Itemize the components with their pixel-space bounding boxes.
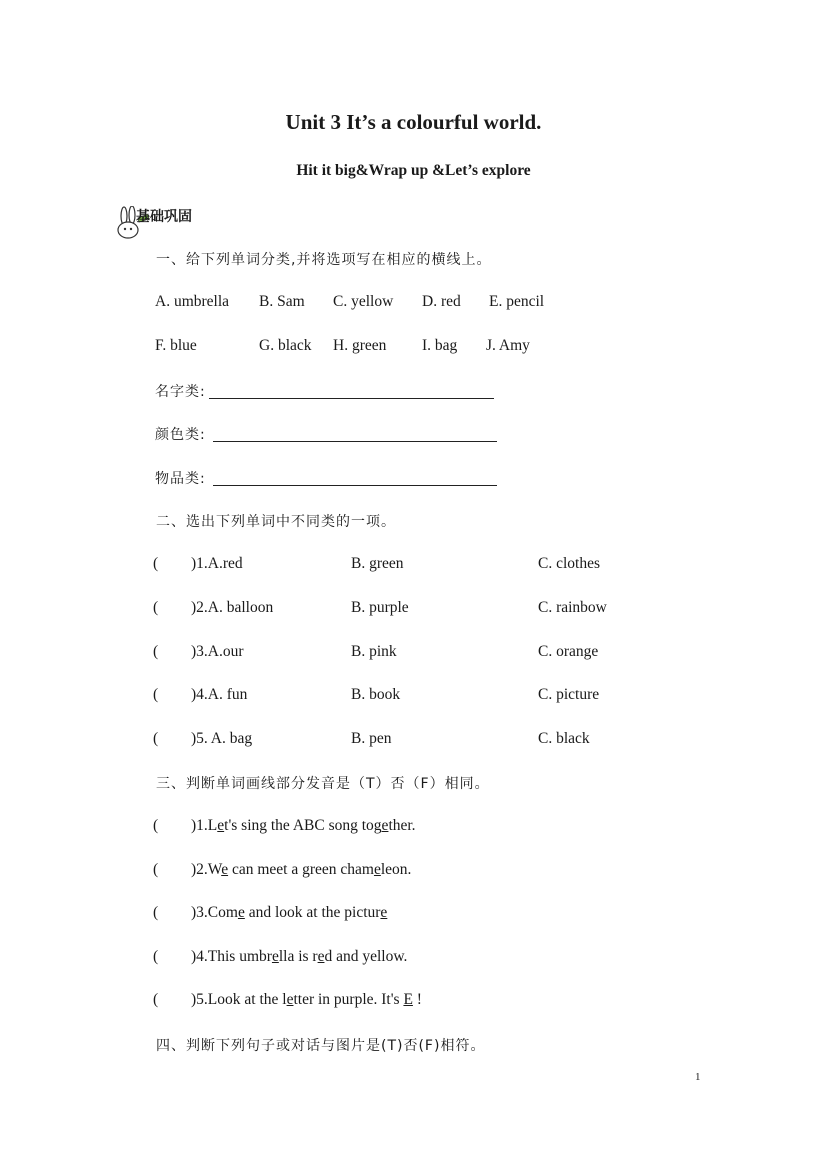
answer-paren[interactable]: (: [153, 817, 159, 834]
q3-sentence: )5.Look at the letter in purple. It's E !: [191, 991, 422, 1008]
q1-option: F. blue: [155, 337, 197, 354]
answer-line[interactable]: [209, 398, 494, 399]
q3-sentence: )2.We can meet a green chameleon.: [191, 861, 412, 878]
q1-option: C. yellow: [333, 293, 394, 310]
answer-paren[interactable]: (: [153, 948, 159, 965]
answer-paren[interactable]: (: [153, 686, 159, 703]
q3-heading: 三、判断单词画线部分发音是（T）否（F）相同。: [156, 776, 490, 792]
q2-item-c: C. orange: [538, 643, 599, 660]
q1-option: D. red: [422, 293, 461, 310]
q2-item-c: C. clothes: [538, 555, 600, 572]
q2-item-c: C. picture: [538, 686, 600, 703]
section-label: 基础巩固: [136, 209, 192, 225]
q1-category-items: 物品类:: [155, 471, 206, 487]
q2-item-c: C. black: [538, 730, 590, 747]
q1-option: G. black: [259, 337, 312, 354]
q1-heading: 一、给下列单词分类,并将选项写在相应的横线上。: [156, 252, 492, 268]
answer-line[interactable]: [213, 485, 497, 486]
q1-option: B. Sam: [259, 293, 305, 310]
q1-category-names: 名字类:: [155, 384, 206, 400]
q2-item-a: )5. A. bag: [191, 730, 253, 747]
answer-paren[interactable]: (: [153, 643, 159, 660]
q2-item-a: )3.A.our: [191, 643, 244, 660]
page-subtitle: Hit it big&Wrap up &Let’s explore: [296, 162, 531, 179]
answer-line[interactable]: [213, 441, 497, 442]
q3-sentence: )1.Let's sing the ABC song together.: [191, 817, 416, 834]
q3-sentence: )3.Come and look at the picture: [191, 904, 388, 921]
q2-item-b: B. pen: [351, 730, 392, 747]
answer-paren[interactable]: (: [153, 991, 159, 1008]
page-number: 1: [695, 1071, 701, 1083]
q2-item-b: B. purple: [351, 599, 409, 616]
answer-paren[interactable]: (: [153, 904, 159, 921]
answer-paren[interactable]: (: [153, 730, 159, 747]
q4-heading: 四、判断下列句子或对话与图片是(T)否(F)相符。: [156, 1038, 486, 1054]
answer-paren[interactable]: (: [153, 599, 159, 616]
q2-heading: 二、选出下列单词中不同类的一项。: [156, 514, 396, 530]
page-title: Unit 3 It’s a colourful world.: [285, 110, 542, 134]
answer-paren[interactable]: (: [153, 555, 159, 572]
q1-option: E. pencil: [489, 293, 545, 310]
answer-paren[interactable]: (: [153, 861, 159, 878]
q2-item-b: B. green: [351, 555, 404, 572]
q2-item-a: )2.A. balloon: [191, 599, 274, 616]
q3-sentence: )4.This umbrella is red and yellow.: [191, 948, 408, 965]
q1-option: J. Amy: [486, 337, 530, 354]
q2-item-a: )1.A.red: [191, 555, 243, 572]
q1-option: H. green: [333, 337, 387, 354]
q2-item-b: B. pink: [351, 643, 397, 660]
q1-category-colors: 颜色类:: [155, 427, 206, 443]
q2-item-b: B. book: [351, 686, 401, 703]
q1-option: A. umbrella: [155, 293, 230, 310]
q2-item-a: )4.A. fun: [191, 686, 248, 703]
q1-option: I. bag: [422, 337, 458, 354]
q2-item-c: C. rainbow: [538, 599, 607, 616]
